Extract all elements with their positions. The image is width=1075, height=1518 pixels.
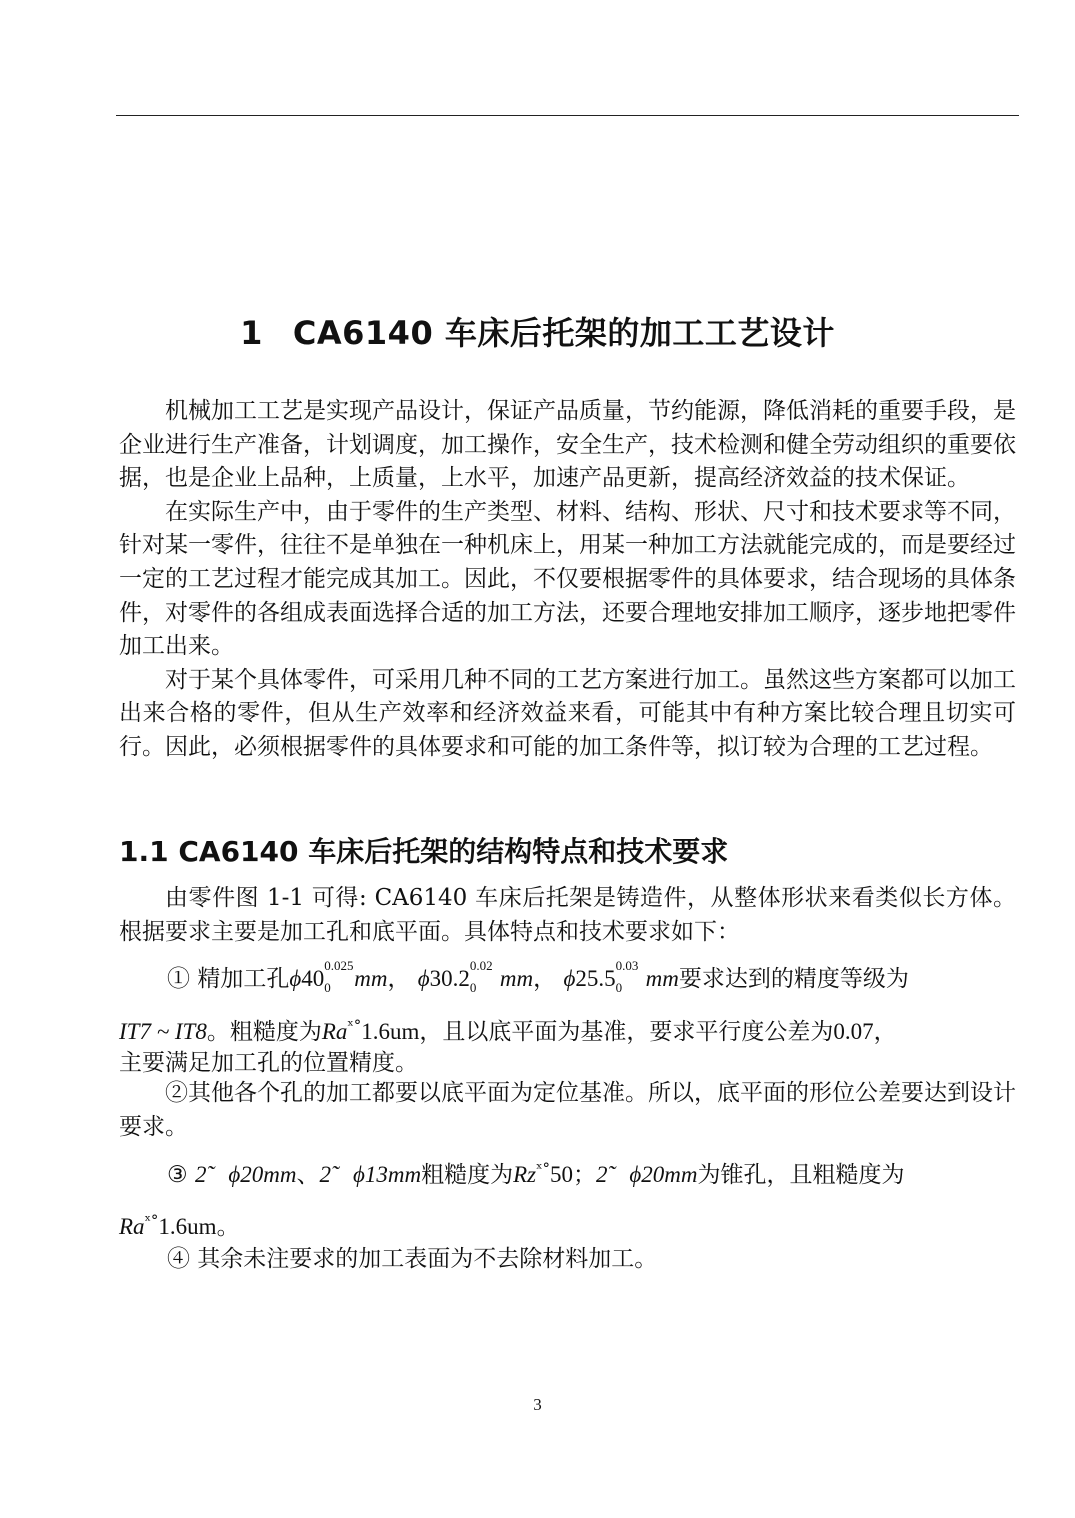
size-b: 13mm [364,1162,422,1187]
phi-symbol: ϕ [352,1162,365,1187]
diameter-value: 40 [301,966,325,991]
chapter-title [0,308,1075,354]
item-1-line-2 [119,1013,1016,1046]
grade: IT7 ~ IT8 [119,1019,207,1044]
paragraph: 在实际生产中，由于零件的生产类型、材料、结构、形状、尺寸和技术要求等不同，针对某一零件，往往不是单独在一种机床上，用某一种加工方法就能完成的，而是要经过一定的工艺过程才能完成其加工。因此，不仅要根据零件的具体要求，结合现场的具体条件，对零件的各组成表面选择合适的加工方法，还要合理地安排加工顺序，逐步地把零件加工出来。 [119,498,1016,660]
paragraph: 对于某个具体零件，可采用几种不同的工艺方案进行加工。虽然这些方案都可以加工出来合格的零件，但从生产效率和经济效益来看，可能其中有种方案比较合理且切实可行。因此，必须根据零件的具体要求和可能的加工条件等，拟订较为合理的工艺过程。 [119,666,1016,760]
ra-value: 1.6um [361,1019,420,1044]
unit: mm [499,966,534,991]
item-1-line-3: 主要满足加工孔的位置精度。 [119,1050,418,1076]
tolerance-lower: 0 [324,980,331,995]
diameter-value: 25.5 [575,966,616,991]
diameter-value: 30.2 [429,966,470,991]
phi-symbol: ϕ [289,966,302,991]
section-title: 1.1 CA6140 车床后托架的结构特点和技术要求 [119,835,729,868]
separator: ， [873,1019,897,1045]
separator: ， [387,966,411,992]
tolerance [324,958,354,995]
rough-lead: 粗糙度为 [421,1162,514,1188]
item-4: ④ 其余未注要求的加工表面为不去除材料加工。 [167,1246,658,1272]
chapter-title-text: CA6140 车床后托架的加工工艺设计 [292,314,835,352]
header-rule [116,115,1019,116]
rz-value: 50 [549,1162,573,1187]
ra-symbol: Ra [321,1019,348,1044]
chapter-number: 1 [240,314,263,352]
tolerance-lower: 0 [615,980,623,995]
size-c: 20mm [641,1162,698,1187]
tilde-2: 2̃ [319,1162,332,1187]
tilde-2: 2̃ [595,1162,608,1187]
item-2 [119,1077,1016,1144]
tolerance-lower: 0 [469,980,477,995]
tilde-2: 2̃ [194,1162,207,1187]
tolerance [615,958,646,995]
tolerance [469,958,500,995]
paragraph: ②其他各个孔的加工都要以底平面为定位基准。所以，底平面的形位公差要达到设计要求。 [119,1080,1016,1140]
ra-value: 1.6um [158,1214,217,1239]
item-marker: ① [167,966,190,992]
roughness-symbol: ˣ° [347,1016,362,1035]
item-rest: ，且以底平面为基准，要求平行度公差为 [419,1019,834,1045]
paragraph: 由零件图 1-1 可得: CA6140 车床后托架是铸造件，从整体形状来看类似长方体。根据要求主要是加工孔和底平面。具体特点和技术要求如下： [119,885,1016,945]
item-lead: 精加工孔 [197,966,290,992]
intro-body [119,395,1016,765]
roughness-symbol: ˣ° [536,1159,550,1178]
rough-lead: 。粗糙度为 [206,1019,322,1045]
page-number: 3 [533,1395,542,1414]
phi-symbol: ϕ [629,1162,642,1187]
separator: ， [533,966,557,992]
separator: 。 [216,1214,240,1240]
phi-symbol: ϕ [417,966,430,991]
tolerance-upper: 0.025 [324,958,354,973]
paragraph: 机械加工工艺是实现产品设计，保证产品质量，节约能源，降低消耗的重要手段，是企业进行生产准备，计划调度，加工操作，安全生产，技术检测和健全劳动组织的重要依据，也是企业上品种，上质量，上水平，加速产品更新，提高经济效益的技术保证。 [119,398,1016,492]
size-a: 20mm [240,1162,297,1187]
item-3-line-1 [167,1156,1064,1189]
tolerance-upper: 0.03 [615,958,639,973]
phi-symbol: ϕ [228,1162,241,1187]
item-tail: 要求达到的精度等级为 [678,966,909,992]
section-intro [119,882,1016,949]
item-1-line-1 [167,960,1064,993]
unit: mm [645,966,679,991]
parallel-value: 0.07 [833,1019,874,1044]
separator: ； [572,1162,596,1188]
cone-text: 为锥孔，且粗糙度为 [697,1162,905,1188]
rz-symbol: Rz [513,1162,537,1187]
tolerance-upper: 0.02 [469,958,493,973]
item-marker: ③ [167,1162,188,1188]
item-3-line-2 [119,1208,1016,1241]
ra-symbol: Ra [119,1214,145,1239]
unit: mm [354,966,388,991]
roughness-symbol: ˣ° [144,1211,159,1230]
phi-symbol: ϕ [563,966,576,991]
separator: 、 [296,1162,320,1188]
